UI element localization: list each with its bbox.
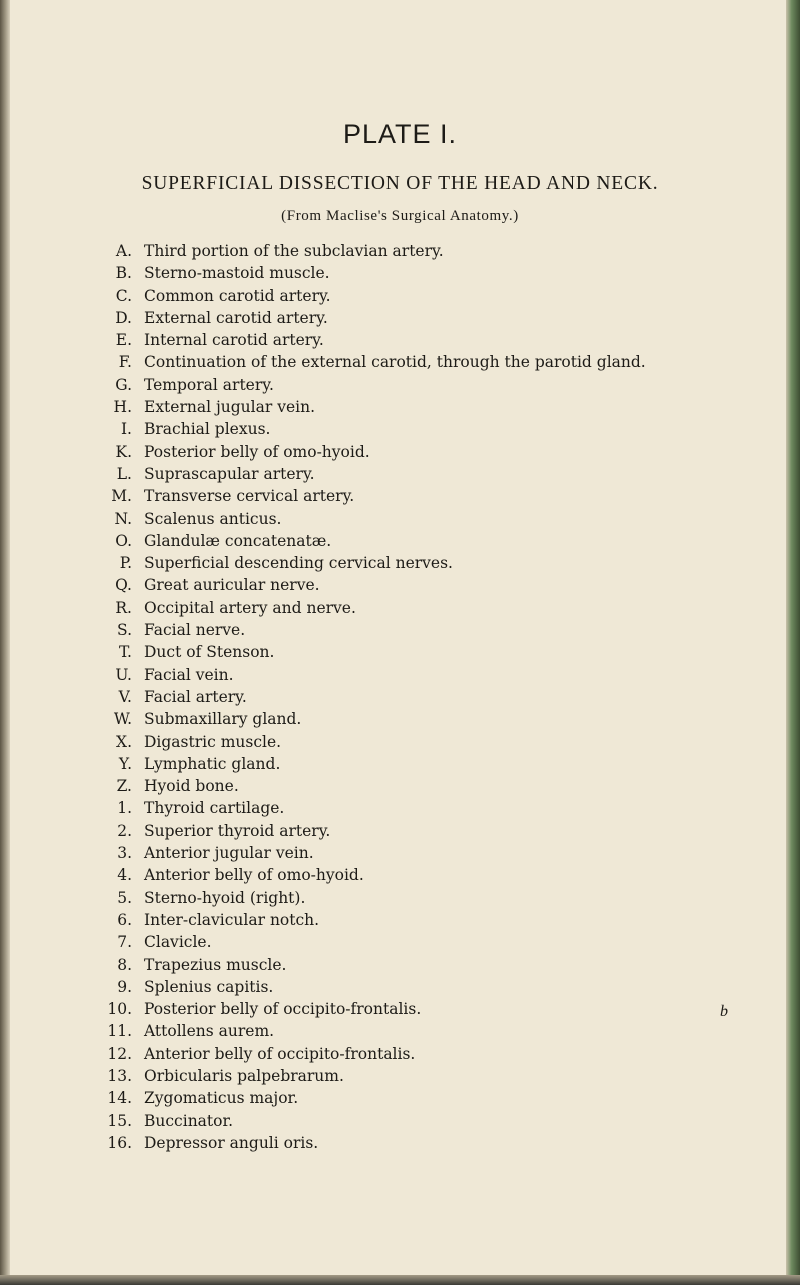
legend-text: Third portion of the subclavian artery.: [144, 242, 444, 260]
legend-item: [0, 1087, 800, 1109]
legend-item: [0, 351, 800, 373]
legend-item: [0, 909, 800, 931]
legend-key: 13.: [107, 1066, 132, 1085]
legend-key: M.: [111, 487, 132, 506]
legend-item: [0, 775, 800, 797]
legend-text: Facial artery.: [144, 687, 247, 706]
legend-item: [0, 597, 800, 619]
legend-item: [0, 418, 800, 440]
legend-list: [0, 240, 800, 1154]
legend-key: T.: [119, 643, 132, 662]
legend-key: B.: [115, 264, 132, 283]
legend-text: Thyroid cartilage.: [144, 799, 285, 818]
legend-key: C.: [115, 286, 132, 305]
legend-text: Sterno-mastoid muscle.: [144, 264, 330, 283]
legend-text: Facial vein.: [144, 665, 234, 684]
legend-item: [0, 864, 800, 886]
legend-text: Buccinator.: [144, 1111, 234, 1130]
legend-item: [0, 307, 800, 329]
legend-text: Splenius capitis.: [144, 977, 274, 996]
legend-item: [0, 485, 800, 507]
legend-item: [0, 708, 800, 730]
legend-key: F.: [118, 353, 132, 372]
legend-key: 9.: [117, 977, 132, 996]
legend-item: [0, 262, 800, 284]
legend-item: [0, 530, 800, 552]
legend-key: 14.: [107, 1089, 132, 1108]
legend-key: H.: [113, 398, 132, 417]
legend-key: D.: [115, 308, 132, 327]
legend-text: Glandulæ concatenatæ.: [144, 531, 332, 550]
legend-text: External jugular vein.: [144, 398, 315, 417]
legend-key: A.: [115, 242, 132, 260]
legend-item: [0, 508, 800, 530]
legend-item: [0, 842, 800, 864]
legend-key: 10.: [107, 1000, 132, 1019]
legend-text: Scalenus anticus.: [144, 509, 282, 528]
legend-text: Digastric muscle.: [144, 732, 282, 751]
legend-text: Clavicle.: [144, 933, 212, 952]
legend-key: E.: [115, 331, 132, 350]
legend-item: [0, 619, 800, 641]
page-title: SUPERFICIAL DISSECTION OF THE HEAD AND NECK.: [141, 173, 659, 194]
signature-mark: b: [720, 1003, 728, 1020]
legend-item: [0, 954, 800, 976]
legend-text: Depressor anguli oris.: [144, 1133, 319, 1152]
legend-item: [0, 753, 800, 775]
legend-item: [0, 463, 800, 485]
legend-key: X.: [116, 732, 132, 751]
legend-key: 1.: [117, 799, 132, 818]
legend-text: Trapezius muscle.: [144, 955, 287, 974]
legend-key: K.: [115, 442, 132, 461]
legend-text: Anterior jugular vein.: [144, 844, 314, 863]
legend-text: Continuation of the external carotid, through the parotid gland.: [144, 353, 646, 372]
legend-text: Lymphatic gland.: [144, 754, 281, 773]
legend-item: [0, 887, 800, 909]
legend-item: [0, 329, 800, 351]
legend-text: Posterior belly of occipito-frontalis.: [144, 1000, 422, 1019]
legend-key: V.: [118, 687, 132, 706]
legend-text: Anterior belly of occipito-frontalis.: [144, 1044, 416, 1063]
legend-item: [0, 374, 800, 396]
legend-text: Inter-clavicular notch.: [144, 910, 320, 929]
legend-key: 4.: [117, 866, 132, 885]
page-bottom-edge: [0, 1275, 800, 1285]
legend-key: U.: [115, 665, 132, 684]
legend-key: P.: [119, 554, 132, 573]
legend-text: Superior thyroid artery.: [144, 821, 331, 840]
source-subtitle: (From Maclise's Surgical Anatomy.): [281, 208, 519, 224]
legend-text: Hyoid bone.: [144, 777, 239, 796]
legend-item: [0, 1065, 800, 1087]
legend-item: [0, 285, 800, 307]
legend-item: [0, 574, 800, 596]
legend-key: 11.: [107, 1022, 132, 1041]
legend-key: 15.: [107, 1111, 132, 1130]
legend-item: [0, 396, 800, 418]
legend-text: Posterior belly of omo-hyoid.: [144, 442, 370, 461]
legend-text: Submaxillary gland.: [144, 710, 302, 729]
legend-text: Facial nerve.: [144, 621, 246, 640]
legend-text: Sterno-hyoid (right).: [144, 888, 306, 907]
legend-key: L.: [116, 464, 132, 483]
legend-item: [0, 931, 800, 953]
legend-text: External carotid artery.: [144, 308, 328, 327]
legend-item: [0, 240, 800, 262]
plate-label: PLATE I.: [342, 119, 458, 149]
legend-item: [0, 686, 800, 708]
legend-key: G.: [115, 375, 132, 394]
legend-text: Occipital artery and nerve.: [144, 598, 356, 617]
legend-key: 2.: [117, 821, 132, 840]
legend-text: Great auricular nerve.: [144, 576, 320, 595]
legend-item: [0, 976, 800, 998]
legend-text: Internal carotid artery.: [144, 331, 324, 350]
legend-item: [0, 797, 800, 819]
legend-key: 5.: [117, 888, 132, 907]
legend-item: [0, 1132, 800, 1154]
legend-text: Attollens aurem.: [144, 1022, 275, 1041]
legend-text: Zygomaticus major.: [144, 1089, 299, 1108]
legend-item: [0, 731, 800, 753]
legend-key: Y.: [118, 754, 132, 773]
legend-item: [0, 664, 800, 686]
legend-text: Brachial plexus.: [144, 420, 271, 439]
legend-item: [0, 1110, 800, 1132]
legend-key: 6.: [117, 910, 132, 929]
legend-item: [0, 998, 800, 1020]
legend-key: I.: [120, 420, 132, 439]
legend-key: N.: [114, 509, 132, 528]
legend-text: Duct of Stenson.: [144, 643, 275, 662]
legend-text: Anterior belly of omo-hyoid.: [144, 866, 364, 885]
legend-text: Orbicularis palpebrarum.: [144, 1066, 344, 1085]
legend-item: [0, 552, 800, 574]
legend-item: [0, 820, 800, 842]
legend-item: [0, 641, 800, 663]
legend-key: 7.: [117, 933, 132, 952]
legend-text: Transverse cervical artery.: [144, 487, 355, 506]
legend-item: [0, 1020, 800, 1042]
legend-item: [0, 441, 800, 463]
legend-key: R.: [115, 598, 132, 617]
legend-text: Superficial descending cervical nerves.: [144, 554, 453, 573]
legend-text: Common carotid artery.: [144, 286, 331, 305]
legend-item: [0, 1043, 800, 1065]
legend-key: 12.: [107, 1044, 132, 1063]
legend-key: 8.: [117, 955, 132, 974]
legend-key: S.: [117, 621, 132, 640]
legend-key: Z.: [116, 777, 132, 796]
legend-key: Q.: [115, 576, 132, 595]
legend-key: 16.: [107, 1133, 132, 1152]
legend-key: O.: [115, 531, 132, 550]
legend-text: Suprascapular artery.: [144, 464, 315, 483]
legend-text: Temporal artery.: [144, 375, 274, 394]
legend-key: 3.: [117, 844, 132, 863]
legend-key: W.: [113, 710, 132, 729]
